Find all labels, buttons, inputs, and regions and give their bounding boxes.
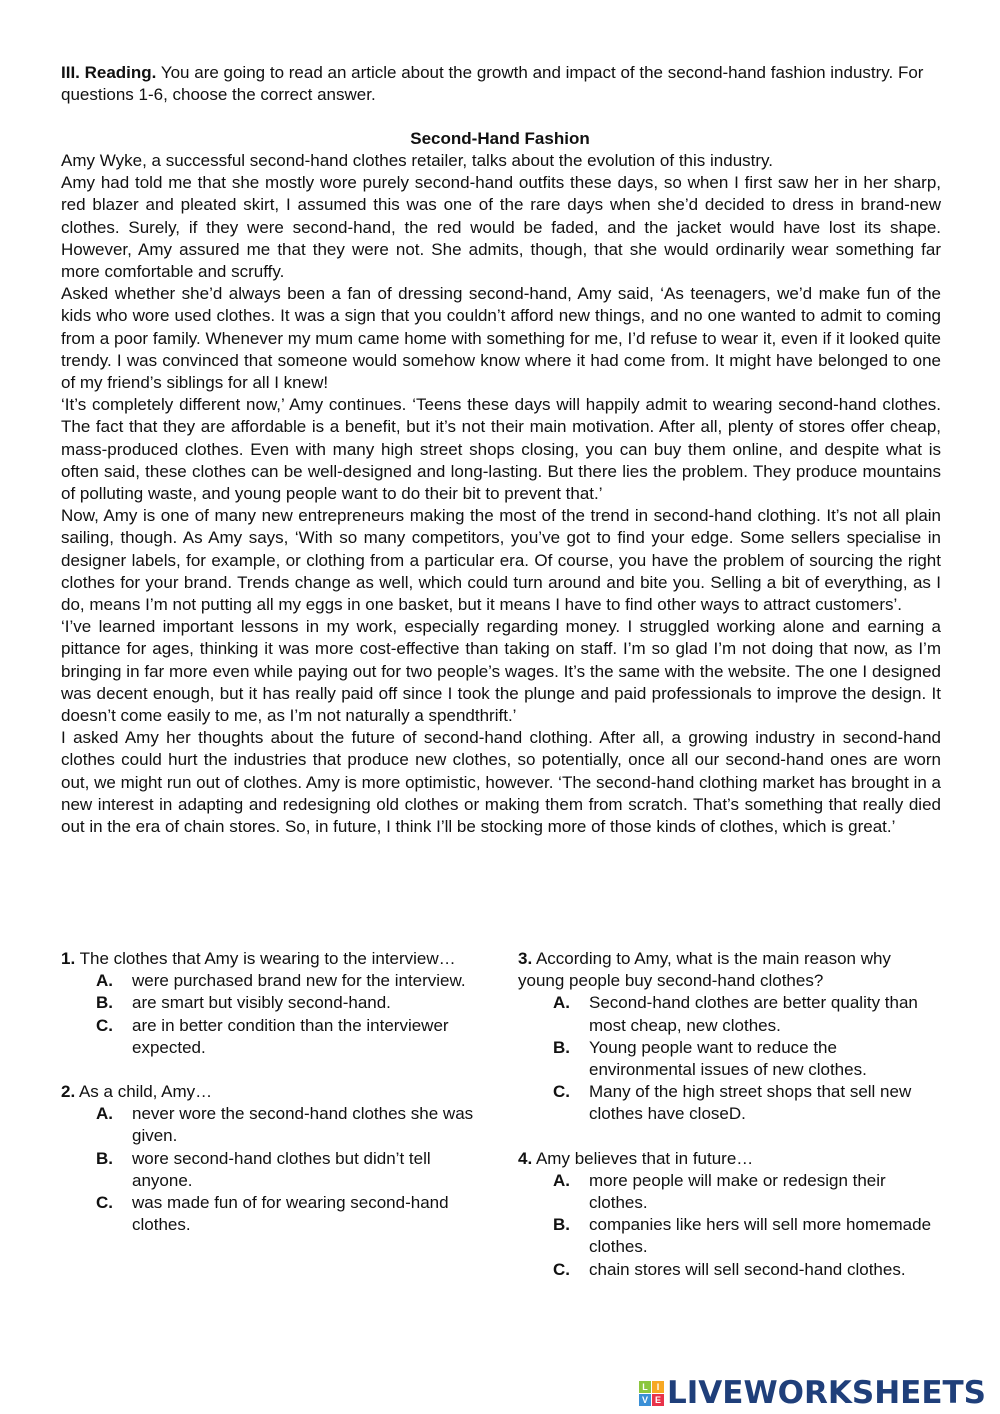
- option-letter: B.: [553, 1037, 570, 1057]
- option-letter: A.: [96, 971, 113, 991]
- section-label: III. Reading.: [61, 63, 157, 82]
- question-stem: [61, 1081, 481, 1103]
- option-c[interactable]: [96, 1192, 481, 1236]
- logo-block: V: [639, 1394, 651, 1406]
- question-text: Amy believes that in future…: [532, 1148, 754, 1168]
- option-letter: B.: [96, 993, 113, 1013]
- option-letter: C.: [96, 1193, 113, 1213]
- option-letter: B.: [96, 1148, 113, 1168]
- option-letter: A.: [96, 1104, 113, 1124]
- article-paragraph: Amy had told me that she mostly wore purely second-hand outfits these days, so when I first saw her in her sharp, red blazer and pleated skirt, I assumed this was one of the rare days when she’d decided to dress in brand-new clothes. Surely, if they were second-hand, the red would be faded, and the jacket would have lost its shape. However, Amy assured me that they were not. She admits, though, that she would ordinarily wear something far more comfortable and scruffy.: [61, 173, 941, 282]
- question-stem: [518, 948, 938, 992]
- option-c[interactable]: [553, 1081, 938, 1125]
- question-text: The clothes that Amy is wearing to the interview…: [75, 949, 456, 968]
- option-letter: C.: [553, 1082, 570, 1102]
- question-text: As a child, Amy…: [75, 1082, 213, 1102]
- option-a[interactable]: [96, 970, 481, 992]
- option-b[interactable]: [96, 1148, 481, 1192]
- option-letter: B.: [553, 1215, 570, 1235]
- option-text: Young people want to reduce the environmental issues of new clothes.: [589, 1037, 867, 1080]
- option-text: more people will make or redesign their clothes.: [589, 1170, 886, 1213]
- instructions-text: You are going to read an article about the growth and impact of the second-hand fashion industry. For questions 1-6, choose the correct answer.: [61, 63, 924, 105]
- option-text: wore second-hand clothes but didn’t tell anyone.: [132, 1148, 431, 1190]
- option-c[interactable]: [96, 1015, 481, 1059]
- option-b[interactable]: [96, 992, 481, 1014]
- option-c[interactable]: [553, 1259, 938, 1281]
- option-b[interactable]: [553, 1214, 938, 1258]
- logo-block: L: [639, 1381, 651, 1393]
- article-paragraph: I asked Amy her thoughts about the future of second-hand clothing. After all, a growing industry in second-hand clothes could hurt the industries that produce new clothes, so potentially, once all our second-hand ones are worn out, we might run out of clothes. Amy is more optimistic, however. ‘The second-hand clothing market has brought in a new interest in adapting and redesigning old clothes or making them from scratch. That’s something that really died out in the era of chain stores. So, in future, I think I’ll be stocking more of those kinds of clothes, which is great.’: [61, 728, 941, 837]
- option-letter: C.: [96, 1015, 113, 1035]
- option-letter: A.: [553, 993, 570, 1013]
- option-a[interactable]: [553, 1170, 938, 1214]
- option-text: companies like hers will sell more homemade clothes.: [589, 1215, 932, 1257]
- article-paragraph: ‘I’ve learned important lessons in my work, especially regarding money. I struggled working alone and earning a pittance for ages, thinking it was more cost-effective than taking on staff. I’m so glad I’m not doing that now, as I’m bringing in far more even while paying out for two people’s wages. It’s the same with the website. The one I designed was decent enough, but it has really paid off since I took the plunge and paid professionals to improve the design. It doesn’t come easily to me, as I’m not naturally a spendthrift.’: [61, 617, 941, 726]
- option-letter: C.: [553, 1259, 570, 1279]
- article-paragraph: ‘It’s completely different now,’ Amy continues. ‘Teens these days will happily admit to wearing second-hand clothes. The fact that they are affordable is a benefit, but it’s not their main motivation. After all, plenty of stores offer cheap, mass-produced clothes. Even with many high street shops closing, you can buy them online, and despite what is often said, these clothes can be well-designed and long-lasting. But there lies the problem. They produce mountains of polluting waste, and young people want to do their bit to prevent that.’: [61, 395, 941, 504]
- option-text: are smart but visibly second-hand.: [132, 993, 391, 1013]
- option-b[interactable]: [553, 1037, 938, 1081]
- option-text: chain stores will sell second-hand clothes.: [589, 1259, 906, 1279]
- logo-block: E: [652, 1394, 664, 1406]
- option-a[interactable]: [553, 992, 938, 1036]
- liveworksheets-logo: [639, 1376, 986, 1410]
- option-text: was made fun of for wearing second-hand clothes.: [132, 1193, 449, 1235]
- option-text: never wore the second-hand clothes she was given.: [132, 1104, 474, 1146]
- article-paragraph: Amy Wyke, a successful second-hand clothes retailer, talks about the evolution of this industry.: [61, 151, 773, 170]
- question-number: 1.: [61, 949, 76, 968]
- question-stem: [61, 948, 481, 970]
- article-paragraph: Asked whether she’d always been a fan of dressing second-hand, Amy said, ‘As teenagers, we’d make fun of the kids who wore used clothes. It was a sign that you couldn’t afford new things, and no one wanted to admit to coming from a poor family. Whenever my mum came home with something for me, I’d refuse to wear it, even if it looked quite trendy. I was convinced that someone would somehow know where it had come from. It might have belonged to one of my friend’s siblings for all I knew!: [61, 284, 941, 393]
- question-3: [518, 948, 938, 1126]
- logo-blocks-icon: [639, 1381, 664, 1406]
- questions-right-column: [518, 948, 938, 1303]
- option-text: were purchased brand new for the interview.: [132, 971, 466, 991]
- questions-left-column: [61, 948, 481, 1258]
- question-text: According to Amy, what is the main reason why young people buy second-hand clothes?: [518, 949, 891, 991]
- question-4: [518, 1148, 938, 1281]
- article-paragraph: Now, Amy is one of many new entrepreneurs making the most of the trend in second-hand clothing. It’s not all plain sailing, though. As Amy says, ‘With so many competitors, you’ve got to find your edge. Some sellers specialise in designer labels, for example, or clothing from a particular era. Of course, you have the problem of sourcing the right clothes for your brand. Trends change as well, which could turn around and bite you. Selling a bit of everything, as I do, means I’m not putting all my eggs in one basket, but it means I have to find other ways to attract customers’.: [61, 506, 941, 615]
- article-body: [61, 150, 941, 838]
- question-2: [61, 1081, 481, 1236]
- option-text: Second-hand clothes are better quality than most cheap, new clothes.: [589, 993, 918, 1035]
- option-text: are in better condition than the interviewer expected.: [132, 1015, 449, 1057]
- question-1: [61, 948, 481, 1059]
- article-title: Second-Hand Fashion: [410, 129, 590, 148]
- instructions: [61, 62, 941, 106]
- question-number: 3.: [518, 949, 533, 968]
- logo-text: LIVEWORKSHEETS: [667, 1375, 986, 1411]
- option-text: Many of the high street shops that sell new clothes have closeD.: [589, 1082, 912, 1124]
- option-a[interactable]: [96, 1103, 481, 1147]
- question-number: 4.: [518, 1148, 533, 1168]
- question-stem: [518, 1148, 938, 1170]
- logo-block: I: [652, 1381, 664, 1393]
- question-number: 2.: [61, 1082, 76, 1102]
- option-letter: A.: [553, 1170, 570, 1190]
